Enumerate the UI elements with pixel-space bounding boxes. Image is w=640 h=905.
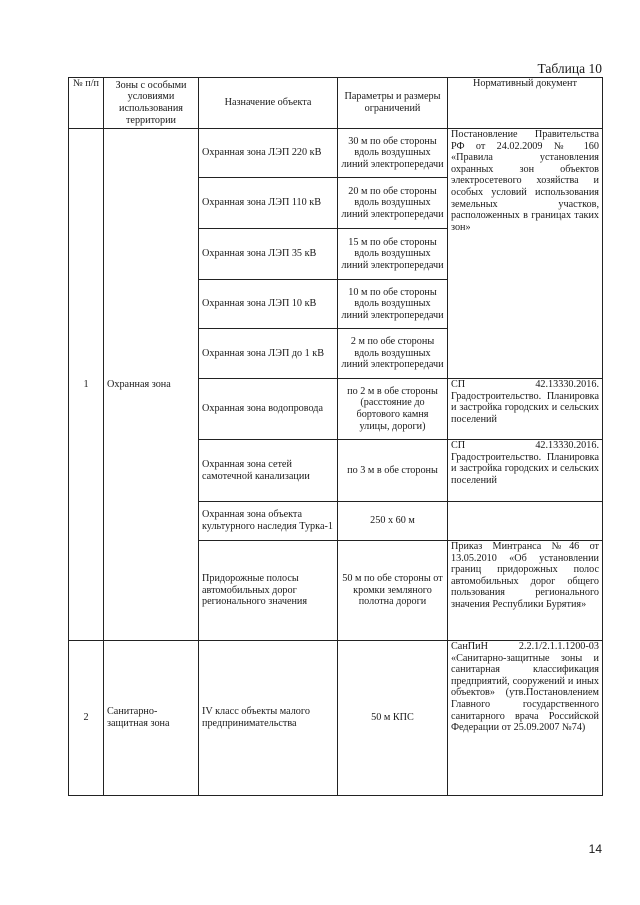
doc-cell: СП 42.13330.2016. Градостроительство. Планировка и застройка городских и сельских поселений [448,440,603,502]
object-cell: IV класс объекты малого предпринимательства [199,641,338,796]
object-cell: Придорожные полосы автомобильных дорог регионального значения [199,541,338,641]
doc-cell: СП 42.13330.2016. Градостроительство. Планировка и застройка городских и сельских поселений [448,379,603,440]
page-number: 14 [588,842,602,856]
zone-type: Охранная зона [104,129,199,641]
zone-type: Санитарно-защитная зона [104,641,199,796]
table-caption: Таблица 10 [537,61,602,76]
group-number: 2 [69,641,104,796]
object-cell: Охранная зона ЛЭП 220 кВ [199,129,338,178]
object-cell: Охранная зона объекта культурного наследия Турка-1 [199,502,338,541]
header-object: Назначение объекта [199,78,338,129]
header-params: Параметры и размеры ограничений [338,78,448,129]
header-zone: Зоны с особыми условиями использования территории [104,78,199,129]
doc-cell: Постановление Правительства РФ от 24.02.2009 № 160 «Правила установления охранных зон объектов электросетевого хозяйства и особых условий использования земельных участков, расположенных в границах таких зон» [448,129,603,379]
object-cell: Охранная зона сетей самотечной канализации [199,440,338,502]
object-cell: Охранная зона ЛЭП до 1 кВ [199,329,338,379]
params-cell: 250 х 60 м [338,502,448,541]
params-cell: 2 м по обе стороны вдоль воздушных линий электропередачи [338,329,448,379]
header-num: № п/п [69,78,104,129]
object-cell: Охранная зона ЛЭП 10 кВ [199,280,338,329]
table-row [69,641,603,796]
params-cell: 10 м по обе стороны вдоль воздушных линий электропередачи [338,280,448,329]
params-cell: 50 м по обе стороны от кромки земляного полотна дороги [338,541,448,641]
header-doc: Нормативный документ [448,78,603,129]
params-cell: 50 м КПС [338,641,448,796]
restrictions-table [68,77,603,796]
object-cell: Охранная зона ЛЭП 35 кВ [199,229,338,280]
params-cell: 20 м по обе стороны вдоль воздушных линий электропередачи [338,178,448,229]
header-row [69,78,603,129]
doc-cell: СанПиН 2.2.1/2.1.1.1200-03 «Санитарно-защитные зоны и санитарная классификация предприятий, сооружений и иных объектов» (утв.Постановлением Главного государственного санитарного врача Российской Федерации от 25.09.2007 №74) [448,641,603,796]
object-cell: Охранная зона ЛЭП 110 кВ [199,178,338,229]
params-cell: по 2 м в обе стороны (расстояние до бортового камня улицы, дороги) [338,379,448,440]
table-row [69,129,603,178]
group-number: 1 [69,129,104,641]
object-cell: Охранная зона водопровода [199,379,338,440]
params-cell: 30 м по обе стороны вдоль воздушных линий электропередачи [338,129,448,178]
params-cell: по 3 м в обе стороны [338,440,448,502]
doc-cell: Приказ Минтранса №46 от 13.05.2010 «Об установлении границ придорожных полос автомобильных дорог общего пользования регионального значения Республики Бурятия» [448,541,603,641]
params-cell: 15 м по обе стороны вдоль воздушных линий электропередачи [338,229,448,280]
doc-cell [448,502,603,541]
